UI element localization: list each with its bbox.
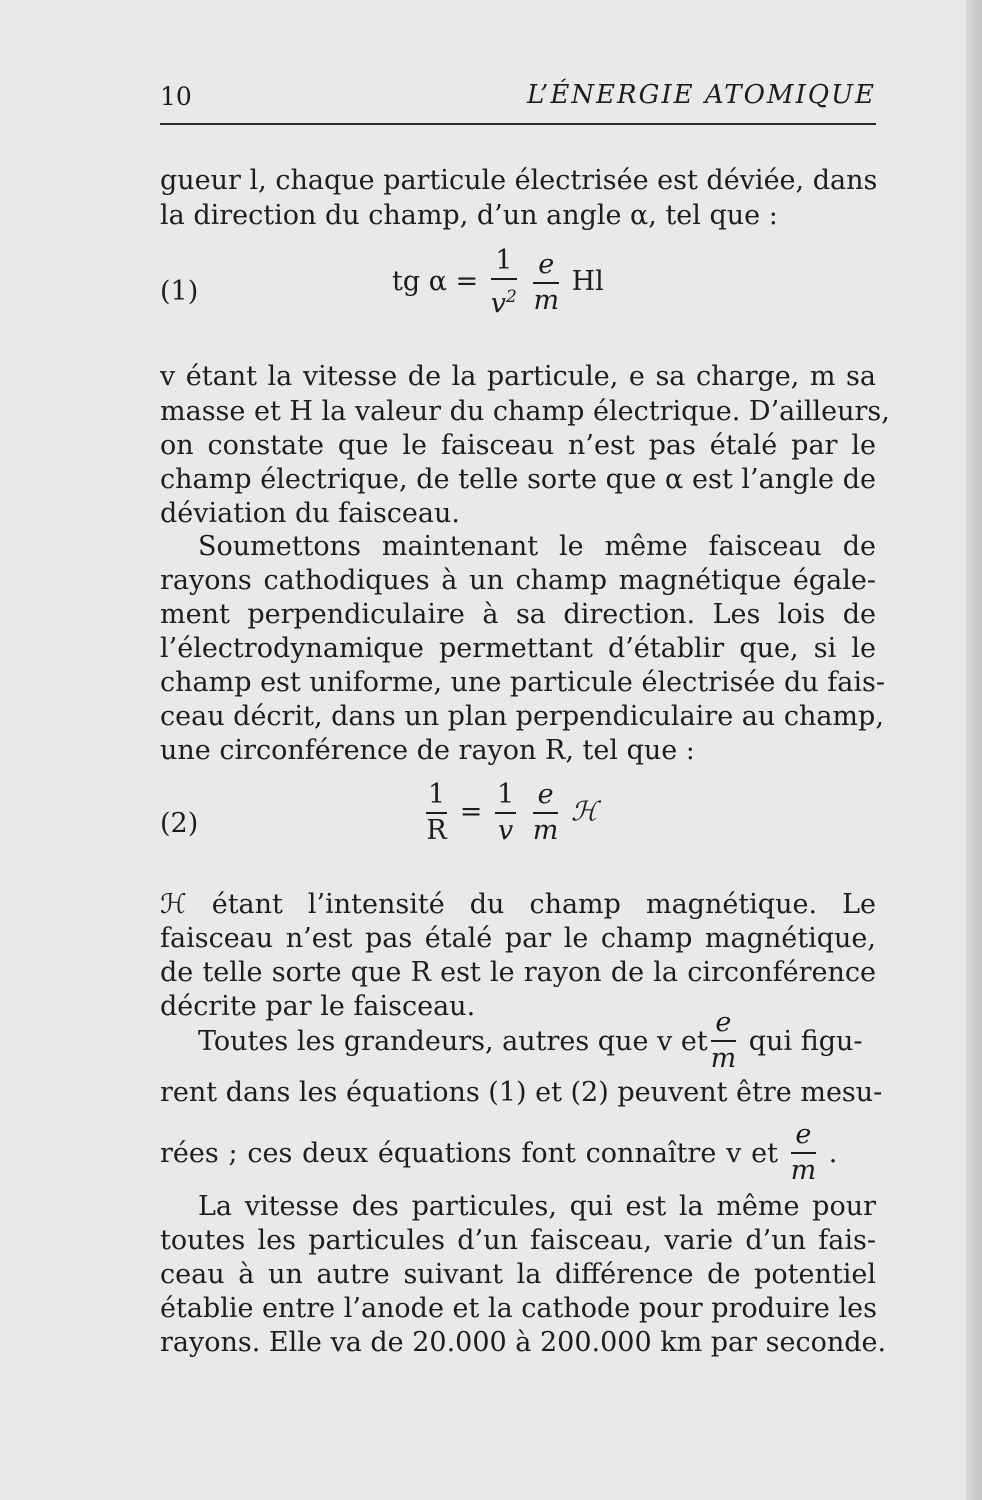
- inline-fraction: [711, 1006, 737, 1076]
- text-line: toutes les particules d’un faisceau, varie d’un fais-: [160, 1225, 876, 1256]
- den-var: v: [490, 288, 507, 319]
- exponent: 2: [506, 287, 517, 307]
- fraction-denominator: R: [426, 815, 447, 846]
- inline-text: qui figu-: [748, 1025, 863, 1057]
- fraction-numerator: 1: [426, 778, 447, 814]
- text-line: ceau décrit, dans un plan perpendiculaire au champ,: [160, 701, 884, 732]
- fraction-denominator: m: [790, 1155, 817, 1186]
- equation-1: [392, 244, 604, 321]
- equation-tail: Hl: [571, 266, 604, 297]
- inline-text: .: [828, 1137, 838, 1169]
- inline-text: rées ; ces deux équations font connaître v et: [160, 1137, 778, 1169]
- text-line: rayons cathodiques à un champ magnétique égale-: [160, 565, 876, 596]
- fraction-denominator: m: [710, 1043, 737, 1074]
- text-line: v étant la vitesse de la particule, e sa charge, m sa: [160, 361, 876, 392]
- fraction-numerator: 1: [495, 778, 516, 814]
- fraction: [495, 778, 516, 848]
- fraction-numerator: 1: [491, 244, 517, 280]
- text-line: une circonférence de rayon R, tel que :: [160, 735, 695, 766]
- page-number: 10: [160, 82, 192, 111]
- fraction-denominator: v: [497, 815, 514, 846]
- fraction-numerator: e: [711, 1006, 737, 1042]
- text-line: rent dans les équations (1) et (2) peuvent être mesu-: [160, 1077, 883, 1108]
- text-line: déviation du faisceau.: [160, 498, 460, 529]
- text-line: masse et H la valeur du champ électrique. D’ailleurs,: [160, 396, 890, 427]
- header-rule: [160, 123, 876, 125]
- equation-number: (1): [160, 276, 199, 307]
- text-line: gueur l, chaque particule électrisée est déviée, dans: [160, 165, 878, 196]
- equation-number: (2): [160, 808, 199, 839]
- text-line: faisceau n’est pas étalé par le champ magnétique,: [160, 923, 876, 954]
- text-line: de telle sorte que R est le rayon de la circonférence: [160, 957, 876, 988]
- fraction-denominator: [491, 280, 517, 321]
- fraction-numerator: e: [533, 778, 559, 814]
- text-line: l’électrodynamique permettant d’établir que, si le: [160, 633, 876, 664]
- text-line: décrite par le faisceau.: [160, 991, 476, 1022]
- text-line-with-fraction: [198, 1006, 863, 1076]
- fraction: [426, 778, 447, 848]
- text-line: la direction du champ, d’un angle α, tel que :: [160, 200, 778, 231]
- text-line: La vitesse des particules, qui est la même pour: [198, 1191, 876, 1222]
- text-line-with-fraction: [160, 1118, 837, 1188]
- text-line: Soumettons maintenant le même faisceau de: [198, 531, 876, 562]
- text-line: champ est uniforme, une particule électrisée du fais-: [160, 667, 885, 698]
- equation-2: [422, 778, 598, 848]
- fraction: [491, 244, 517, 321]
- text-line: on constate que le faisceau n’est pas étalé par le: [160, 430, 876, 461]
- equation-lhs: tg α =: [392, 266, 479, 297]
- fraction-numerator: e: [791, 1118, 817, 1154]
- fraction: [533, 778, 559, 848]
- fraction-denominator: m: [533, 284, 560, 316]
- equation-tail: ℋ: [570, 796, 598, 828]
- text-line: rayons. Elle va de 20.000 à 200.000 km par seconde.: [160, 1327, 887, 1358]
- fraction: [533, 248, 559, 318]
- page-edge-shadow: [966, 0, 982, 1500]
- text-line: ceau à un autre suivant la différence de potentiel: [160, 1259, 876, 1290]
- fraction-denominator: m: [532, 815, 559, 846]
- inline-text: Toutes les grandeurs, autres que v et: [198, 1025, 708, 1057]
- running-header: [160, 80, 876, 116]
- fraction-numerator: e: [533, 248, 559, 284]
- text-line: ment perpendiculaire à sa direction. Les lois de: [160, 599, 876, 630]
- text-line: champ électrique, de telle sorte que α est l’angle de: [160, 464, 876, 495]
- inline-fraction: [791, 1118, 817, 1188]
- equals-sign: =: [459, 796, 483, 828]
- text-line: ℋ étant l’intensité du champ magnétique. Le: [160, 889, 876, 920]
- text-line: établie entre l’anode et la cathode pour produire les: [160, 1293, 877, 1324]
- running-title: L’ÉNERGIE ATOMIQUE: [527, 80, 876, 110]
